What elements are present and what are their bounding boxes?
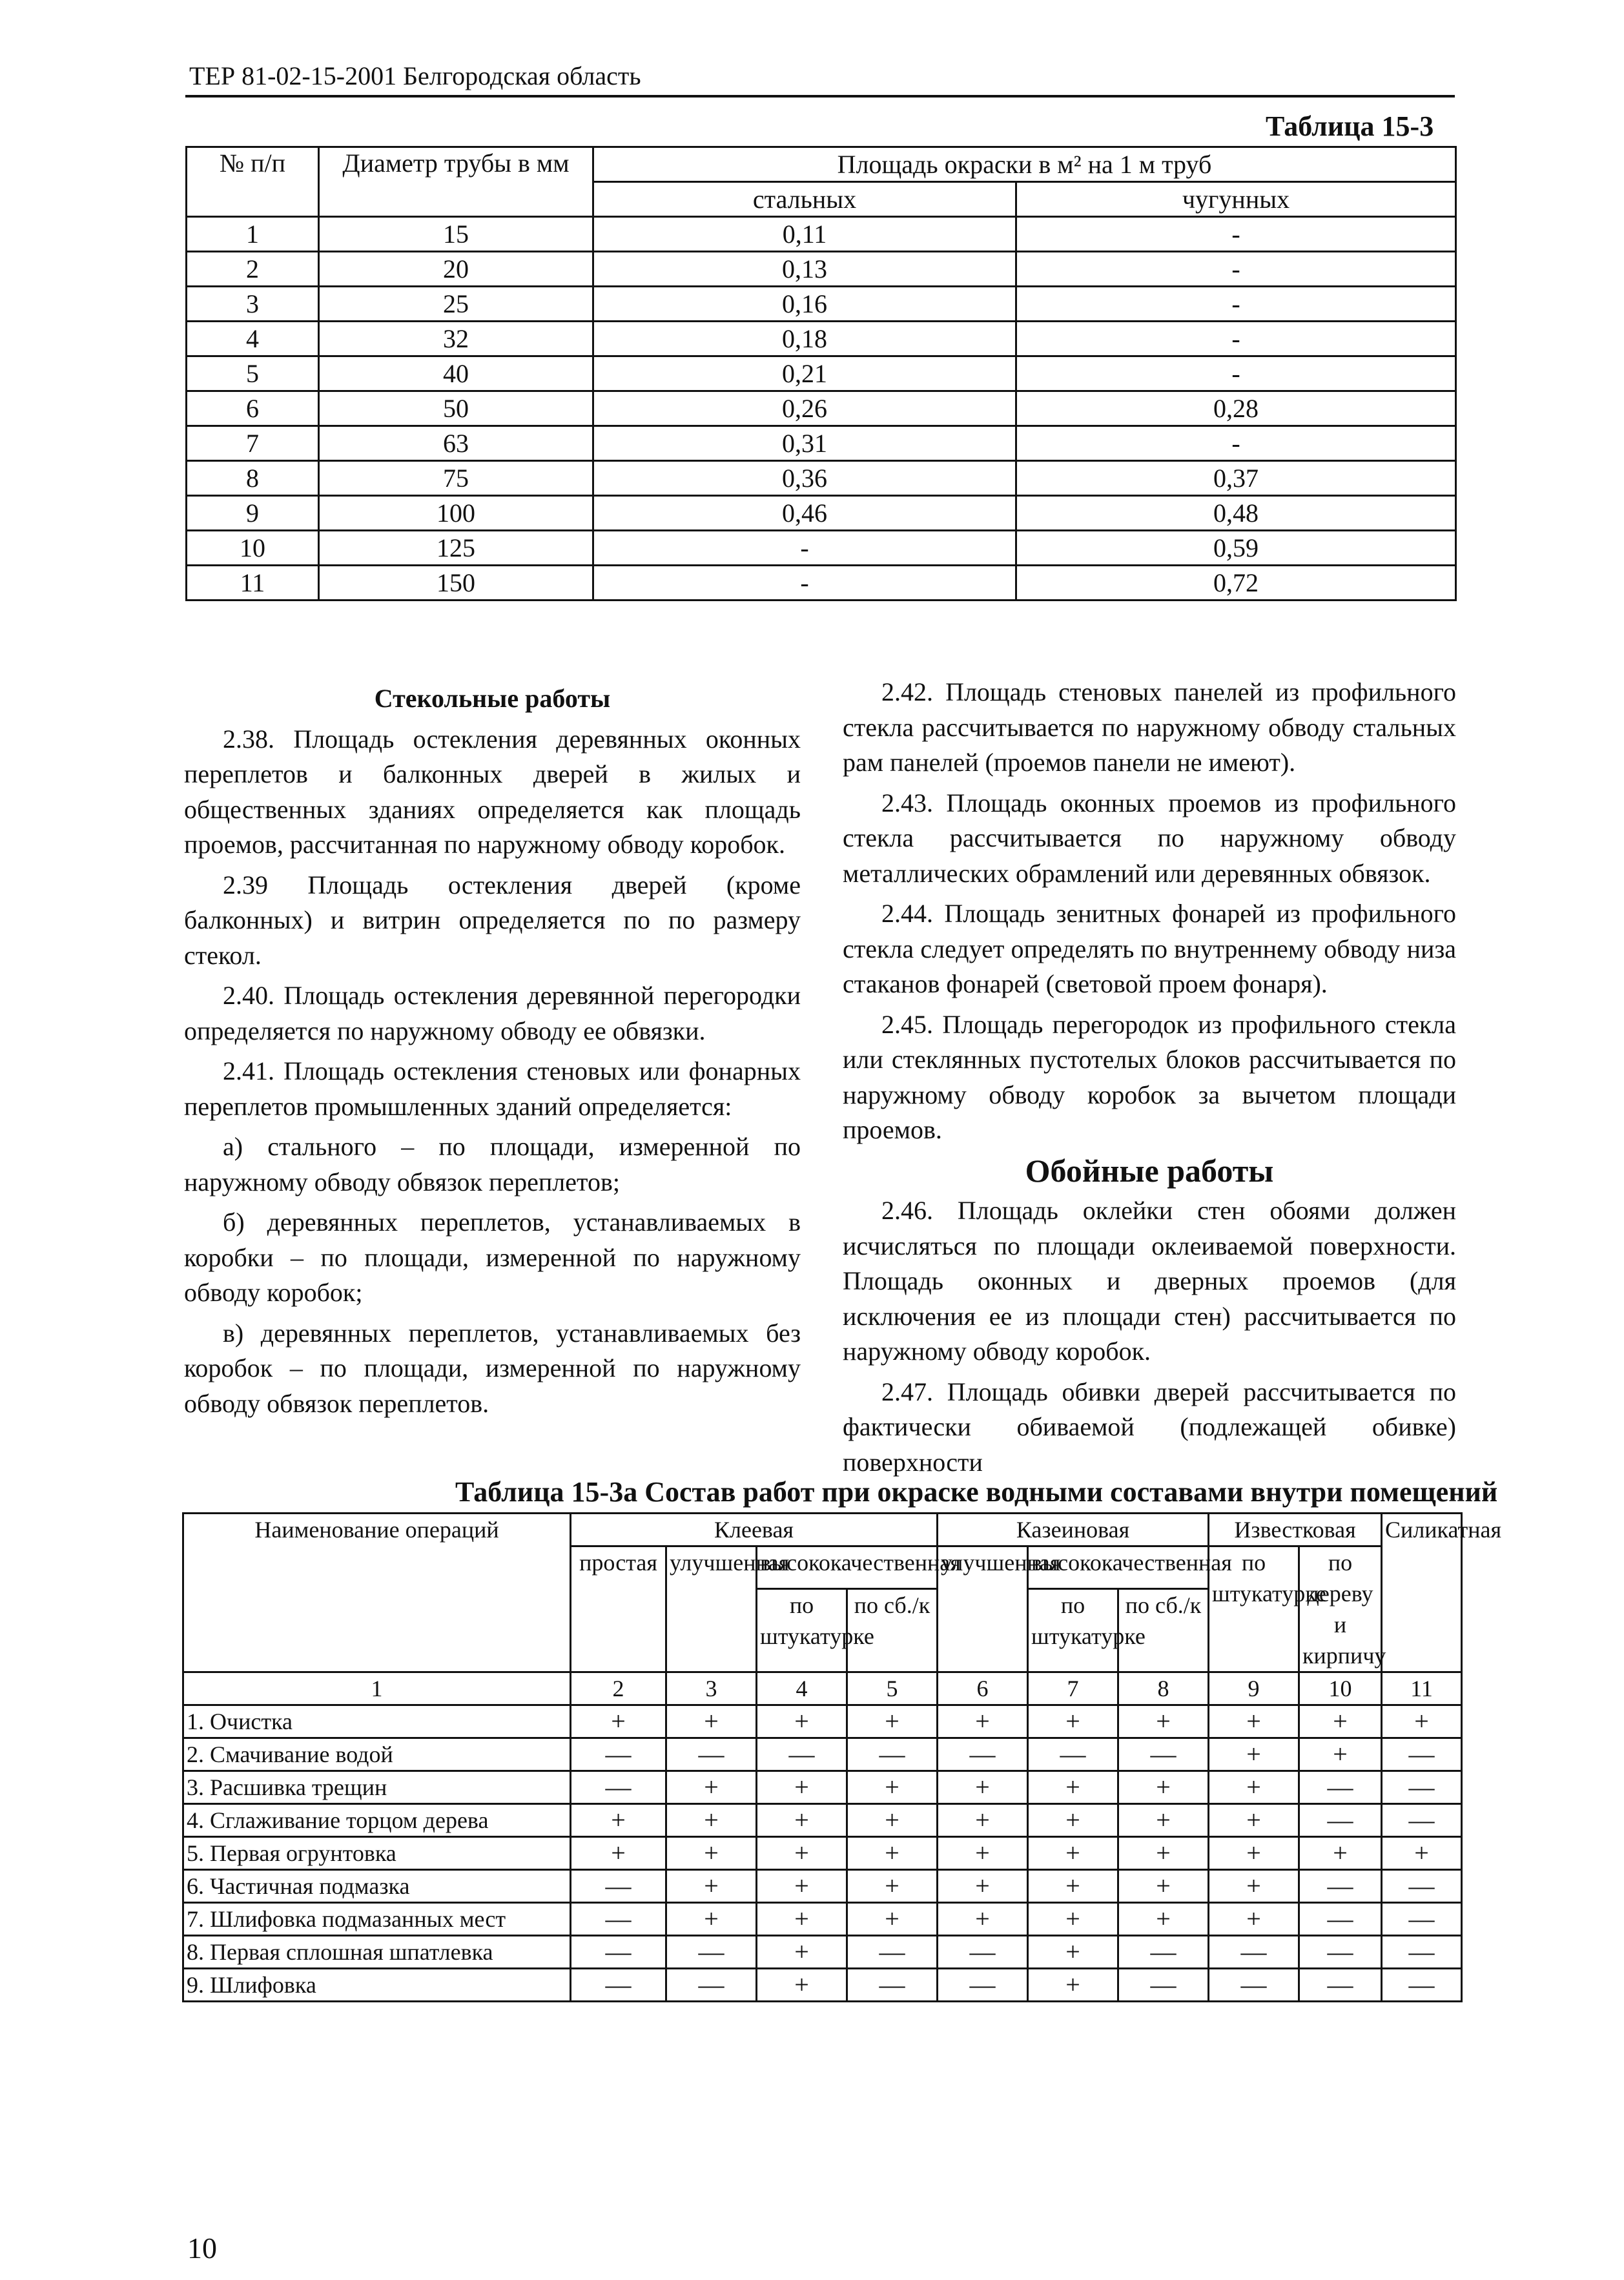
paragraph: 2.41. Площадь остекления стеновых или фонарных переплетов промышленных зданий определяется: [184, 1056, 801, 1121]
cell-iron: 0,48 [1016, 496, 1456, 531]
operation-mark: — [571, 1870, 666, 1903]
operation-mark: — [938, 1969, 1028, 2002]
cell-num: 7 [187, 426, 319, 461]
operation-mark: — [1028, 1738, 1118, 1771]
operation-mark: + [757, 1936, 847, 1969]
operation-mark: — [571, 1903, 666, 1936]
operation-name: 2. Смачивание водой [183, 1738, 571, 1771]
table-row [187, 566, 1456, 601]
header-on-plaster: по штукатурке [1209, 1546, 1299, 1672]
operation-name: 7. Шлифовка подмазанных мест [183, 1903, 571, 1936]
operation-mark: + [757, 1804, 847, 1837]
operation-mark: — [571, 1771, 666, 1804]
header-rule [185, 95, 1455, 98]
operation-name: 6. Частичная подмазка [183, 1870, 571, 1903]
column-number: 10 [1299, 1672, 1382, 1705]
header-high-quality: высококачественная [1028, 1546, 1209, 1589]
header-casein: Казеиновая [938, 1514, 1209, 1546]
table-row [187, 531, 1456, 566]
operation-mark: — [666, 1969, 757, 2002]
operation-mark: + [1118, 1804, 1209, 1837]
cell-steel: - [593, 531, 1016, 566]
operation-mark: — [1299, 1969, 1382, 2002]
operation-mark: + [1118, 1837, 1209, 1870]
operation-mark: + [666, 1870, 757, 1903]
operation-mark: — [1118, 1738, 1209, 1771]
table-row [187, 426, 1456, 461]
operation-mark: + [938, 1705, 1028, 1738]
operation-name: 4. Сглаживание торцом дерева [183, 1804, 571, 1837]
operation-mark: + [1299, 1705, 1382, 1738]
table-row [183, 1705, 1462, 1738]
cell-num: 10 [187, 531, 319, 566]
table-row [187, 287, 1456, 322]
column-number: 5 [847, 1672, 938, 1705]
operation-name: 3. Расшивка трещин [183, 1771, 571, 1804]
operation-mark: — [1382, 1936, 1462, 1969]
operation-mark: — [1209, 1969, 1299, 2002]
paragraph: 2.45. Площадь перегородок из профильного стекла или стеклянных пустотелых блоков рассчитывается по наружному обводу коробок за вычетом площади проемов. [843, 1009, 1456, 1144]
cell-steel: 0,13 [593, 252, 1016, 287]
cell-steel: 0,31 [593, 426, 1016, 461]
operation-mark: — [1299, 1903, 1382, 1936]
column-number: 2 [571, 1672, 666, 1705]
operation-mark: — [757, 1738, 847, 1771]
operation-mark: — [1299, 1804, 1382, 1837]
operation-mark: + [1118, 1771, 1209, 1804]
cell-diameter: 15 [319, 217, 593, 252]
operation-mark: + [1028, 1903, 1118, 1936]
cell-steel: 0,36 [593, 461, 1016, 496]
operation-mark: — [1382, 1738, 1462, 1771]
column-number: 8 [1118, 1672, 1209, 1705]
operation-mark: + [571, 1705, 666, 1738]
paragraph: 2.39 Площадь остекления дверей (кроме балконных) и витрин определяется по по размеру стекол. [184, 870, 801, 970]
operation-mark: — [571, 1969, 666, 2002]
operation-mark: + [1209, 1837, 1299, 1870]
left-text-column [184, 681, 801, 1426]
cell-num: 9 [187, 496, 319, 531]
cell-num: 11 [187, 566, 319, 601]
header-on-plaster: по штукатурке [757, 1589, 847, 1672]
table-row [187, 217, 1456, 252]
pipe-painting-table [185, 146, 1457, 601]
operation-name: 9. Шлифовка [183, 1969, 571, 2002]
table-row [187, 461, 1456, 496]
cell-diameter: 100 [319, 496, 593, 531]
header-silicate: Силикатная [1382, 1514, 1462, 1672]
header-on-plaster: по штукатурке [1028, 1589, 1118, 1672]
operation-mark: + [1028, 1936, 1118, 1969]
operation-mark: + [1028, 1969, 1118, 2002]
table-row [183, 1870, 1462, 1903]
cell-iron: - [1016, 322, 1456, 356]
column-number: 6 [938, 1672, 1028, 1705]
operation-mark: + [847, 1804, 938, 1837]
operation-mark: + [847, 1771, 938, 1804]
operation-mark: + [666, 1771, 757, 1804]
table-row [187, 322, 1456, 356]
table-row [187, 252, 1456, 287]
table-row [183, 1771, 1462, 1804]
operation-mark: + [666, 1837, 757, 1870]
operation-mark: — [1299, 1771, 1382, 1804]
header-high-quality: высококачественная [757, 1546, 938, 1589]
operation-mark: — [1209, 1936, 1299, 1969]
table-row [183, 1969, 1462, 2002]
operation-mark: — [847, 1936, 938, 1969]
operation-name: 1. Очистка [183, 1705, 571, 1738]
operation-mark: — [1299, 1936, 1382, 1969]
column-number: 9 [1209, 1672, 1299, 1705]
operation-mark: + [1028, 1771, 1118, 1804]
header-lime: Известковая [1209, 1514, 1382, 1546]
table-row [183, 1837, 1462, 1870]
cell-steel: 0,21 [593, 356, 1016, 391]
cell-diameter: 150 [319, 566, 593, 601]
header-glue: Клеевая [571, 1514, 938, 1546]
cell-diameter: 63 [319, 426, 593, 461]
cell-steel: 0,16 [593, 287, 1016, 322]
cell-iron: - [1016, 356, 1456, 391]
operation-mark: + [1028, 1705, 1118, 1738]
operation-mark: + [1209, 1903, 1299, 1936]
cell-iron: - [1016, 426, 1456, 461]
header-operations: Наименование операций [183, 1514, 571, 1672]
cell-diameter: 125 [319, 531, 593, 566]
operation-mark: + [847, 1837, 938, 1870]
operation-mark: — [571, 1936, 666, 1969]
operation-mark: + [1118, 1870, 1209, 1903]
header-on-gypsum: по сб./к [1118, 1589, 1209, 1672]
cell-iron: - [1016, 217, 1456, 252]
operation-mark: + [1209, 1870, 1299, 1903]
cell-diameter: 25 [319, 287, 593, 322]
operation-mark: + [666, 1903, 757, 1936]
operation-mark: + [1028, 1870, 1118, 1903]
cell-steel: 0,11 [593, 217, 1016, 252]
cell-num: 3 [187, 287, 319, 322]
cell-iron: 0,28 [1016, 391, 1456, 426]
operation-mark: — [1299, 1870, 1382, 1903]
section-heading-glass: Стекольные работы [374, 684, 611, 713]
operation-mark: + [847, 1903, 938, 1936]
cell-steel: 0,18 [593, 322, 1016, 356]
operation-mark: + [1118, 1705, 1209, 1738]
paragraph: 2.47. Площадь обивки дверей рассчитывается по фактически обиваемой (подлежащей обивке) поверхности [843, 1377, 1456, 1477]
right-text-column [843, 675, 1456, 1485]
cell-num: 5 [187, 356, 319, 391]
column-numbers-row [183, 1672, 1462, 1705]
operation-mark: + [571, 1837, 666, 1870]
paragraph: 2.38. Площадь остекления деревянных оконных переплетов и балконных дверей в жилых и общественных зданиях определяется как площадь проемов, рассчитанная по наружному обводу коробок. [184, 724, 801, 859]
header-on-wood-brick: по дереву и кирпичу [1299, 1546, 1382, 1672]
operation-mark: — [847, 1969, 938, 2002]
operation-mark: + [757, 1870, 847, 1903]
operation-mark: + [1209, 1705, 1299, 1738]
operation-mark: — [571, 1738, 666, 1771]
cell-iron: 0,59 [1016, 531, 1456, 566]
operation-mark: — [666, 1738, 757, 1771]
operation-mark: + [757, 1837, 847, 1870]
cell-steel: - [593, 566, 1016, 601]
cell-diameter: 75 [319, 461, 593, 496]
header-area: Площадь окраски в м² на 1 м труб [593, 147, 1456, 182]
operation-mark: + [666, 1804, 757, 1837]
cell-num: 6 [187, 391, 319, 426]
operation-mark: — [938, 1738, 1028, 1771]
cell-diameter: 32 [319, 322, 593, 356]
column-number: 4 [757, 1672, 847, 1705]
cell-num: 2 [187, 252, 319, 287]
header-steel: стальных [593, 182, 1016, 217]
column-number: 11 [1382, 1672, 1462, 1705]
operation-mark: + [757, 1705, 847, 1738]
operation-mark: + [1299, 1837, 1382, 1870]
column-number: 7 [1028, 1672, 1118, 1705]
cell-steel: 0,26 [593, 391, 1016, 426]
table-row [183, 1804, 1462, 1837]
paragraph: 2.43. Площадь оконных проемов из профильного стекла рассчитывается по наружному обводу металлических обрамлений или деревянных обвязок. [843, 788, 1456, 888]
paragraph: 2.40. Площадь остекления деревянной перегородки определяется по наружному обводу ее обвязки. [184, 981, 801, 1045]
page-number: 10 [187, 2232, 217, 2265]
column-number: 1 [183, 1672, 571, 1705]
cell-iron: - [1016, 287, 1456, 322]
cell-num: 1 [187, 217, 319, 252]
table-row [183, 1738, 1462, 1771]
table1-body [187, 217, 1456, 601]
header-iron: чугунных [1016, 182, 1456, 217]
cell-iron: 0,37 [1016, 461, 1456, 496]
operation-mark: + [938, 1804, 1028, 1837]
column-number: 3 [666, 1672, 757, 1705]
operation-mark: + [1028, 1804, 1118, 1837]
cell-diameter: 20 [319, 252, 593, 287]
operation-mark: + [1382, 1705, 1462, 1738]
operation-mark: — [938, 1936, 1028, 1969]
operation-mark: + [1118, 1903, 1209, 1936]
table2-caption: Таблица 15-3а Состав работ при окраске водными составами внутри помещений [455, 1476, 1498, 1508]
operation-mark: — [1118, 1936, 1209, 1969]
paragraph: 2.46. Площадь оклейки стен обоями должен исчисляться по площади оклеиваемой поверхности. Площадь оконных и дверных проемов (для исключения ее из площади стен) рассчитывается по наружному обводу коробок. [843, 1196, 1456, 1366]
running-header: ТЕР 81-02-15-2001 Белгородская область [189, 61, 641, 90]
operation-mark: — [1382, 1870, 1462, 1903]
header-improved: улучшенная [938, 1546, 1028, 1672]
cell-diameter: 50 [319, 391, 593, 426]
header-improved: улучшенная [666, 1546, 757, 1672]
operation-mark: + [757, 1903, 847, 1936]
operation-mark: + [847, 1870, 938, 1903]
operation-mark: + [938, 1903, 1028, 1936]
operation-mark: — [1382, 1903, 1462, 1936]
operation-mark: — [1382, 1804, 1462, 1837]
table-row [187, 356, 1456, 391]
operation-name: 5. Первая огрунтовка [183, 1837, 571, 1870]
cell-diameter: 40 [319, 356, 593, 391]
paragraph: в) деревянных переплетов, устанавливаемых без коробок – по площади, измеренной по наружному обводу обвязок переплетов. [184, 1318, 801, 1418]
cell-num: 4 [187, 322, 319, 356]
operation-mark: — [1382, 1771, 1462, 1804]
operation-mark: + [757, 1771, 847, 1804]
operation-mark: + [938, 1837, 1028, 1870]
operation-mark: + [1299, 1738, 1382, 1771]
operation-mark: — [666, 1936, 757, 1969]
operation-name: 8. Первая сплошная шпатлевка [183, 1936, 571, 1969]
header-diameter: Диаметр трубы в мм [319, 147, 593, 217]
operation-mark: — [1118, 1969, 1209, 2002]
operation-mark: + [938, 1771, 1028, 1804]
operation-mark: + [1209, 1738, 1299, 1771]
operation-mark: + [666, 1705, 757, 1738]
paragraph: а) стального – по площади, измеренной по наружному обводу обвязок переплетов; [184, 1132, 801, 1196]
header-simple: простая [571, 1546, 666, 1672]
table-row [183, 1936, 1462, 1969]
operation-mark: + [1382, 1837, 1462, 1870]
operation-mark: + [1209, 1771, 1299, 1804]
operation-mark: — [847, 1738, 938, 1771]
table2-body [183, 1672, 1462, 2002]
operation-mark: + [1209, 1804, 1299, 1837]
table1-caption: Таблица 15-3 [1266, 110, 1434, 142]
operation-mark: — [1382, 1969, 1462, 2002]
header-on-gypsum: по сб./к [847, 1589, 938, 1672]
cell-num: 8 [187, 461, 319, 496]
paragraph: 2.44. Площадь зенитных фонарей из профильного стекла следует определять по внутреннему обводу низа стаканов фонарей (световой проем фонаря). [843, 899, 1456, 998]
table-row [183, 1903, 1462, 1936]
table-row [187, 496, 1456, 531]
cell-steel: 0,46 [593, 496, 1016, 531]
paragraph: б) деревянных переплетов, устанавливаемых в коробки – по площади, измеренной по наружному обводу коробок; [184, 1207, 801, 1307]
cell-iron: 0,72 [1016, 566, 1456, 601]
header-num: № п/п [187, 147, 319, 217]
water-paint-operations-table [182, 1512, 1502, 2002]
operation-mark: + [1028, 1837, 1118, 1870]
section-heading-wallpaper: Обойные работы [1025, 1152, 1274, 1189]
operation-mark: + [571, 1804, 666, 1837]
operation-mark: + [847, 1705, 938, 1738]
cell-iron: - [1016, 252, 1456, 287]
operation-mark: + [938, 1870, 1028, 1903]
paragraph: 2.42. Площадь стеновых панелей из профильного стекла рассчитывается по наружному обводу стальных рам панелей (проемов панели не имеют). [843, 677, 1456, 777]
table-row [187, 391, 1456, 426]
operation-mark: + [757, 1969, 847, 2002]
